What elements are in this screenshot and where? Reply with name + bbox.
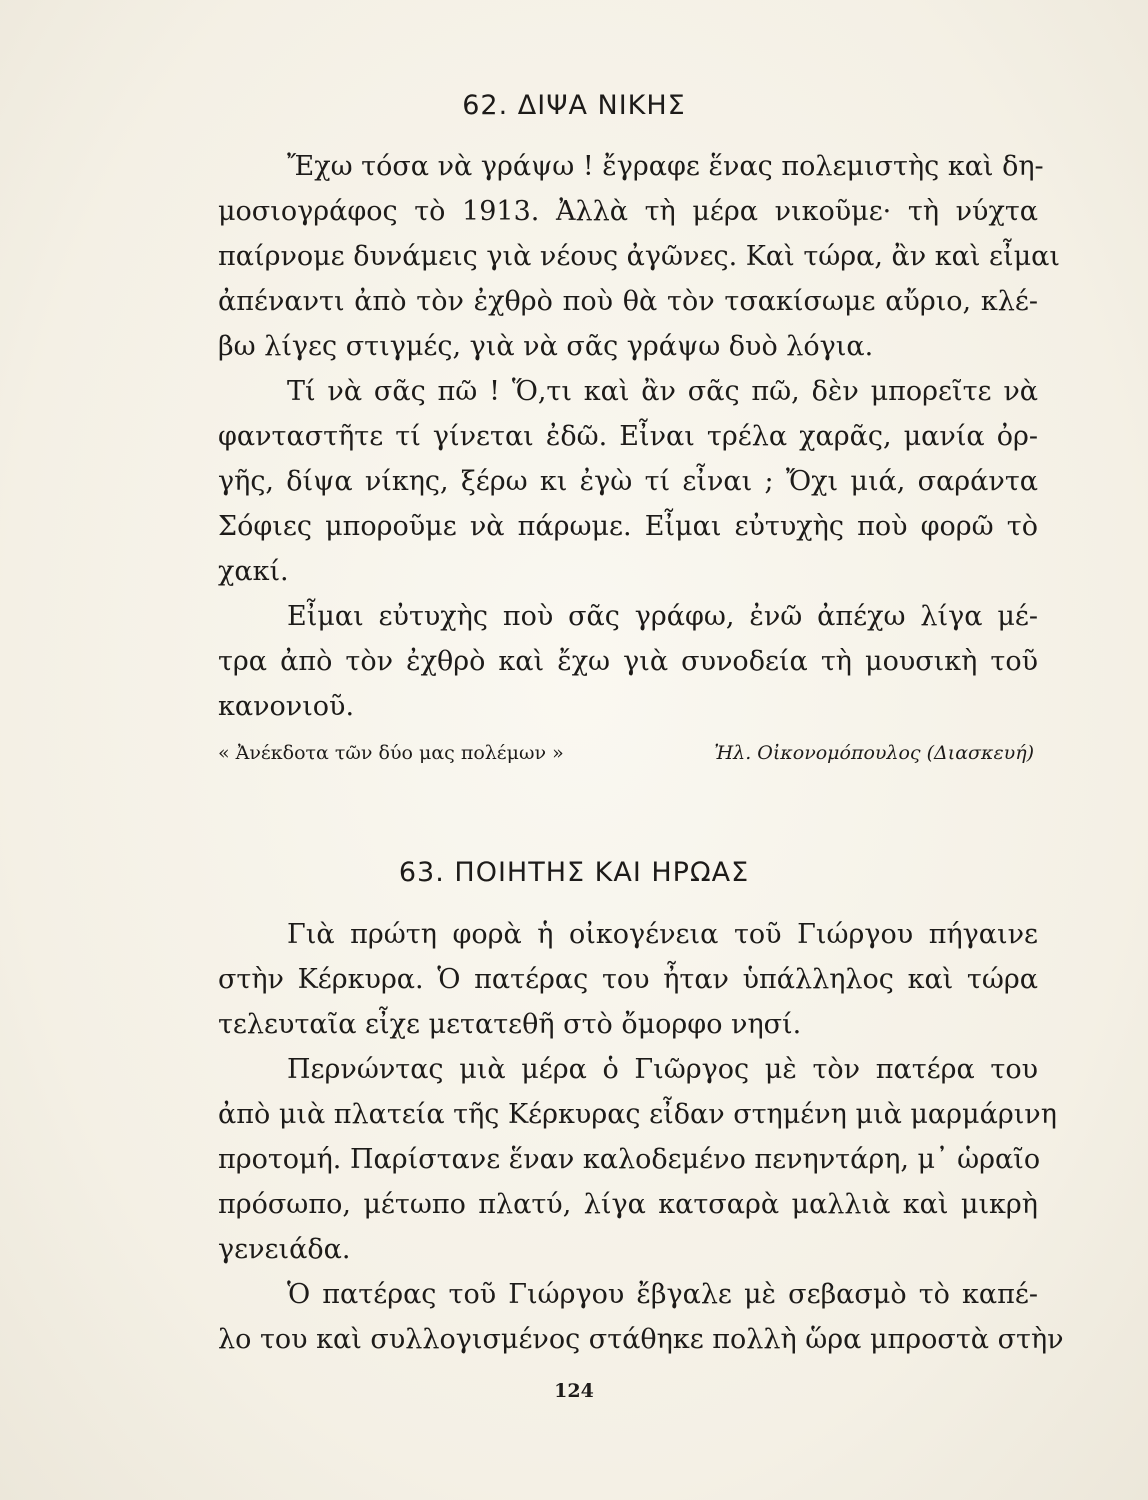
source-author: Ἠλ. Οἰκονομόπουλος (Διασκευή) [714, 742, 1034, 764]
section-63-line-8: γενειάδα. [218, 1234, 351, 1265]
section-62-line-13: κανονιοῦ. [218, 691, 355, 722]
section-63-line-1: Γιὰ πρώτη φορὰ ἡ οἰκογένεια τοῦ Γιώργου πήγαινε [287, 919, 1038, 950]
section-63-title: 63. ΠΟΙΗΤΗΣ ΚΑΙ ΗΡΩΑΣ [398, 857, 750, 888]
section-63-line-6: προτομή. Παρίστανε ἕναν καλοδεμένο πενηντάρη, μ᾿ ὡραῖο [218, 1144, 1041, 1175]
section-63-line-4: Περνώντας μιὰ μέρα ὁ Γιῶργος μὲ τὸν πατέρα του [287, 1054, 1038, 1085]
section-62-line-9: Σόφιες μποροῦμε νὰ πάρωμε. Εἶμαι εὐτυχὴς ποὺ φορῶ τὸ [218, 511, 1038, 542]
section-62-line-3: παίρνομε δυνάμεις γιὰ νέους ἀγῶνες. Καὶ τώρα, ἂν καὶ εἶμαι [218, 241, 1060, 272]
section-63-line-9: Ὁ πατέρας τοῦ Γιώργου ἔβγαλε μὲ σεβασμὸ τὸ καπέ- [287, 1279, 1038, 1310]
section-63-line-2: στὴν Κέρκυρα. Ὁ πατέρας του ἦταν ὑπάλληλος καὶ τώρα [218, 964, 1038, 995]
section-63-line-7: πρόσωπο, μέτωπο πλατύ, λίγα κατσαρὰ μαλλιὰ καὶ μικρὴ [218, 1189, 1038, 1220]
section-62-line-4: ἀπέναντι ἀπὸ τὸν ἐχθρὸ ποὺ θὰ τὸν τσακίσωμε αὔριο, κλέ- [218, 286, 1038, 317]
section-62-title: 62. ΔΙΨΑ ΝΙΚΗΣ [462, 90, 686, 121]
section-62-line-7: φανταστῆτε τί γίνεται ἐδῶ. Εἶναι τρέλα χαρᾶς, μανία ὀρ- [218, 421, 1038, 452]
section-63-line-3: τελευταῖα εἶχε μετατεθῆ στὸ ὄμορφο νησί. [218, 1009, 802, 1040]
section-62-line-8: γῆς, δίψα νίκης, ξέρω κι ἐγὼ τί εἶναι ; Ὄχι μιά, σαράντα [218, 466, 1038, 497]
section-62-line-11: Εἶμαι εὐτυχὴς ποὺ σᾶς γράφω, ἐνῶ ἀπέχω λίγα μέ- [287, 601, 1038, 632]
section-62-line-12: τρα ἀπὸ τὸν ἐχθρὸ καὶ ἔχω γιὰ συνοδεία τὴ μουσικὴ τοῦ [218, 646, 1038, 677]
source-book: « Ἀνέκδοτα τῶν δύο μας πολέμων » [218, 742, 564, 764]
page-number: 124 [554, 1380, 594, 1402]
section-62-line-5: βω λίγες στιγμές, γιὰ νὰ σᾶς γράψω δυὸ λόγια. [218, 331, 874, 362]
section-63-line-10: λο του καὶ συλλογισμένος στάθηκε πολλὴ ὥρα μπροστὰ στὴν [218, 1324, 1064, 1355]
section-62-line-2: μοσιογράφος τὸ 1913. Ἀλλὰ τὴ μέρα νικοῦμε· τὴ νύχτα [218, 196, 1038, 227]
section-62-line-10: χακί. [218, 556, 289, 587]
section-63-line-5: ἀπὸ μιὰ πλατεία τῆς Κέρκυρας εἶδαν στημένη μιὰ μαρμάρινη [218, 1099, 1057, 1130]
section-62-line-1: Ἔχω τόσα νὰ γράψω ! ἔγραφε ἕνας πολεμιστὴς καὶ δη- [287, 151, 1044, 182]
section-62-line-6: Τί νὰ σᾶς πῶ ! Ὅ,τι καὶ ἂν σᾶς πῶ, δὲν μπορεῖτε νὰ [287, 376, 1038, 407]
